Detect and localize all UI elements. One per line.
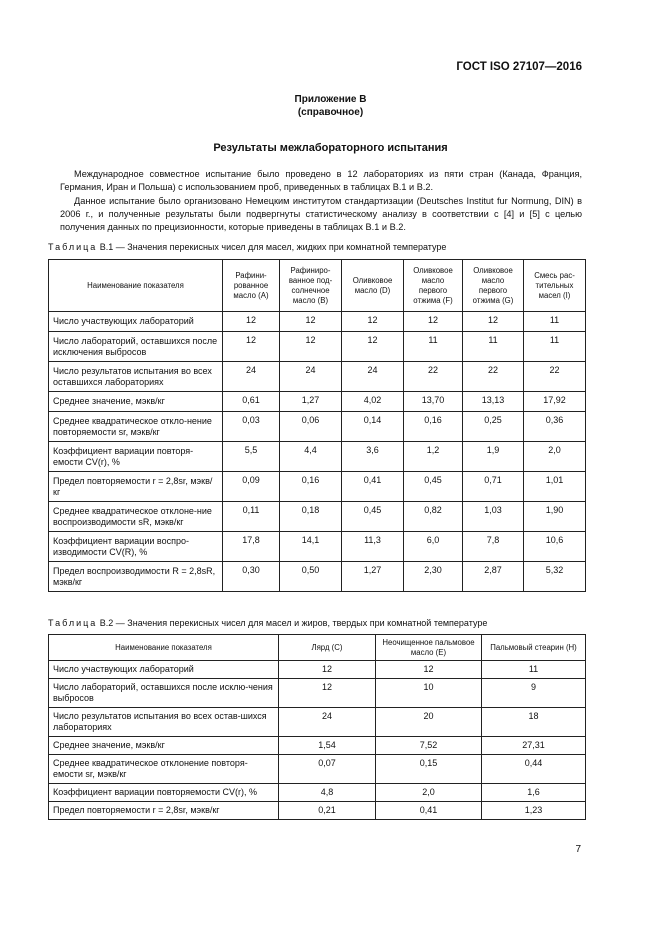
table-cell: 7,8 bbox=[463, 532, 524, 562]
row-label: Число участвующих лабораторий bbox=[49, 312, 223, 332]
table-cell: 11,3 bbox=[342, 532, 404, 562]
table-row bbox=[49, 312, 586, 332]
table-cell: 24 bbox=[280, 362, 342, 392]
table-row bbox=[49, 755, 586, 784]
table-row bbox=[49, 784, 586, 802]
paragraph-1: Международное совместное испытание было проведено в 12 лабораториях из пяти стран (Канада, Франция, Германия, Иран и Польша) с использованием проб, приведенных в таблицах В.1 и В.2. bbox=[60, 169, 582, 192]
table-cell: 5,32 bbox=[524, 562, 586, 592]
row-label: Число лабораторий, оставшихся после исключения выбросов bbox=[49, 332, 223, 362]
table-cell: 12 bbox=[342, 332, 404, 362]
table-row bbox=[49, 362, 586, 392]
table-cell: 1,2 bbox=[404, 442, 463, 472]
row-label: Коэффициент вариации повторяемости CV(r), % bbox=[49, 784, 279, 802]
table-cell: 0,18 bbox=[280, 502, 342, 532]
row-label: Среднее квадратическое отклонение повторя-емости sr, мэкв/кг bbox=[49, 755, 279, 784]
table-cell: 12 bbox=[280, 332, 342, 362]
table-cell: 18 bbox=[482, 708, 586, 737]
table-cell: 0,16 bbox=[280, 472, 342, 502]
table-cell: 13,13 bbox=[463, 392, 524, 412]
table-cell: 0,50 bbox=[280, 562, 342, 592]
table1-header-cell: Наименование показателя bbox=[49, 260, 223, 312]
table-cell: 22 bbox=[404, 362, 463, 392]
row-label: Среднее квадратическое откло-нение повторяемости sr, мэкв/кг bbox=[49, 412, 223, 442]
table-cell: 24 bbox=[279, 708, 376, 737]
table-cell: 3,6 bbox=[342, 442, 404, 472]
table-cell: 1,01 bbox=[524, 472, 586, 502]
table1-header-cell: Оливковое масло первого отжима (F) bbox=[404, 260, 463, 312]
table-2 bbox=[48, 634, 586, 820]
row-label: Предел повторяемости r = 2,8sr, мэкв/кг bbox=[49, 472, 223, 502]
page-number: 7 bbox=[575, 844, 581, 855]
annex-title: Приложение В bbox=[294, 94, 367, 105]
table1-header-cell: Оливковое масло (D) bbox=[342, 260, 404, 312]
table-cell: 6,0 bbox=[404, 532, 463, 562]
table-cell: 0,03 bbox=[223, 412, 280, 442]
table-row bbox=[49, 532, 586, 562]
table-cell: 1,90 bbox=[524, 502, 586, 532]
table1-caption-text: В.1 — Значения перекисных чисел для масел, жидких при комнатной температуре bbox=[97, 242, 447, 252]
table-cell: 27,31 bbox=[482, 737, 586, 755]
table-cell: 12 bbox=[280, 312, 342, 332]
row-label: Число участвующих лабораторий bbox=[49, 661, 279, 679]
table-row bbox=[49, 661, 586, 679]
row-label: Число результатов испытания во всех оставшихся лабораториях bbox=[49, 362, 223, 392]
table-row bbox=[49, 442, 586, 472]
table-cell: 2,0 bbox=[524, 442, 586, 472]
table1-header-row bbox=[49, 260, 586, 312]
table-cell: 0,16 bbox=[404, 412, 463, 442]
document-code: ГОСТ ISO 27107—2016 bbox=[456, 61, 582, 73]
table-cell: 20 bbox=[376, 708, 482, 737]
table-cell: 0,25 bbox=[463, 412, 524, 442]
table2-header-cell: Наименование показателя bbox=[49, 635, 279, 661]
row-label: Среднее квадратическое отклоне-ние воспроизводимости sR, мэкв/кг bbox=[49, 502, 223, 532]
table-row bbox=[49, 472, 586, 502]
table-cell: 4,02 bbox=[342, 392, 404, 412]
table2-header-cell: Неочищенное пальмовое масло (Е) bbox=[376, 635, 482, 661]
table-cell: 0,61 bbox=[223, 392, 280, 412]
table-cell: 5,5 bbox=[223, 442, 280, 472]
table-cell: 0,41 bbox=[342, 472, 404, 502]
table1-header-cell: Рафини-рованное масло (А) bbox=[223, 260, 280, 312]
table-cell: 0,82 bbox=[404, 502, 463, 532]
annex-heading bbox=[0, 93, 661, 119]
table-cell: 1,54 bbox=[279, 737, 376, 755]
section-title: Результаты межлабораторного испытания bbox=[213, 142, 448, 154]
table-cell: 0,44 bbox=[482, 755, 586, 784]
table2-header-cell: Пальмовый стеарин (Н) bbox=[482, 635, 586, 661]
row-label: Число лабораторий, оставшихся после исклю-чения выбросов bbox=[49, 679, 279, 708]
table-cell: 0,15 bbox=[376, 755, 482, 784]
table-row bbox=[49, 708, 586, 737]
table-row bbox=[49, 332, 586, 362]
table-cell: 12 bbox=[223, 312, 280, 332]
table-cell: 11 bbox=[463, 332, 524, 362]
table-row bbox=[49, 737, 586, 755]
table-1 bbox=[48, 259, 586, 592]
paragraph-2: Данное испытание было организовано Немецким институтом стандартизации (Deutsches Institut fur Normung, DIN) в 2006 г., и полученные результаты были подвергнуты статистическому анализу в соответствии с [4] и [5] с целью получения данных по прецизионности, которые приведены в таблицах В.1 и В.2. bbox=[60, 196, 582, 232]
table1-header-cell: Смесь рас-тительных масел (I) bbox=[524, 260, 586, 312]
table1-header-cell: Оливковое масло первого отжима (G) bbox=[463, 260, 524, 312]
table-cell: 14,1 bbox=[280, 532, 342, 562]
table-row bbox=[49, 412, 586, 442]
table-cell: 24 bbox=[223, 362, 280, 392]
table-cell: 0,09 bbox=[223, 472, 280, 502]
table-row bbox=[49, 562, 586, 592]
table-cell: 13,70 bbox=[404, 392, 463, 412]
table-cell: 10 bbox=[376, 679, 482, 708]
table-cell: 12 bbox=[279, 661, 376, 679]
table1-caption bbox=[48, 242, 446, 252]
table-cell: 0,41 bbox=[376, 802, 482, 820]
table-cell: 2,0 bbox=[376, 784, 482, 802]
table-cell: 11 bbox=[482, 661, 586, 679]
table-cell: 12 bbox=[279, 679, 376, 708]
table-row bbox=[49, 502, 586, 532]
row-label: Предел воспроизводимости R = 2,8sR, мэкв/кг bbox=[49, 562, 223, 592]
table-cell: 0,06 bbox=[280, 412, 342, 442]
table-cell: 11 bbox=[524, 312, 586, 332]
table-cell: 0,71 bbox=[463, 472, 524, 502]
table-cell: 10,6 bbox=[524, 532, 586, 562]
row-label: Коэффициент вариации повторя-емости CV(r), % bbox=[49, 442, 223, 472]
table-cell: 11 bbox=[524, 332, 586, 362]
table-cell: 7,52 bbox=[376, 737, 482, 755]
table-cell: 1,03 bbox=[463, 502, 524, 532]
table2-header-row bbox=[49, 635, 586, 661]
annex-subtitle: (справочное) bbox=[297, 107, 364, 118]
table-cell: 0,45 bbox=[404, 472, 463, 502]
table-cell: 0,21 bbox=[279, 802, 376, 820]
table2-caption-text: В.2 — Значения перекисных чисел для масел и жиров, твердых при комнатной температуре bbox=[97, 618, 488, 628]
table-cell: 12 bbox=[404, 312, 463, 332]
row-label: Коэффициент вариации воспро-изводимости CV(R), % bbox=[49, 532, 223, 562]
table-cell: 1,6 bbox=[482, 784, 586, 802]
table-cell: 12 bbox=[376, 661, 482, 679]
table-cell: 12 bbox=[463, 312, 524, 332]
table-cell: 0,07 bbox=[279, 755, 376, 784]
table-cell: 0,11 bbox=[223, 502, 280, 532]
table2-header-cell: Лярд (С) bbox=[279, 635, 376, 661]
table-row bbox=[49, 679, 586, 708]
table2-caption bbox=[48, 618, 487, 628]
table-cell: 22 bbox=[524, 362, 586, 392]
table-cell: 17,8 bbox=[223, 532, 280, 562]
table1-header-cell: Рафиниро-ванное под-солнечное масло (В) bbox=[280, 260, 342, 312]
table1-caption-prefix: Таблица bbox=[48, 242, 98, 252]
row-label: Среднее значение, мэкв/кг bbox=[49, 737, 279, 755]
table-cell: 12 bbox=[342, 312, 404, 332]
row-label: Среднее значение, мэкв/кг bbox=[49, 392, 223, 412]
row-label: Предел повторяемости r = 2,8sr, мэкв/кг bbox=[49, 802, 279, 820]
table-cell: 24 bbox=[342, 362, 404, 392]
table-cell: 0,36 bbox=[524, 412, 586, 442]
row-label: Число результатов испытания во всех остав-шихся лабораториях bbox=[49, 708, 279, 737]
table-cell: 0,45 bbox=[342, 502, 404, 532]
table-cell: 1,23 bbox=[482, 802, 586, 820]
table-cell: 1,9 bbox=[463, 442, 524, 472]
table-cell: 11 bbox=[404, 332, 463, 362]
table-cell: 2,30 bbox=[404, 562, 463, 592]
table-cell: 2,87 bbox=[463, 562, 524, 592]
table-cell: 12 bbox=[223, 332, 280, 362]
table-cell: 1,27 bbox=[342, 562, 404, 592]
table-row bbox=[49, 392, 586, 412]
table-cell: 1,27 bbox=[280, 392, 342, 412]
table-cell: 9 bbox=[482, 679, 586, 708]
table-cell: 4,8 bbox=[279, 784, 376, 802]
table-cell: 4,4 bbox=[280, 442, 342, 472]
table-cell: 0,30 bbox=[223, 562, 280, 592]
table2-caption-prefix: Таблица bbox=[48, 618, 98, 628]
table-cell: 22 bbox=[463, 362, 524, 392]
table-cell: 17,92 bbox=[524, 392, 586, 412]
table-cell: 0,14 bbox=[342, 412, 404, 442]
table-row bbox=[49, 802, 586, 820]
